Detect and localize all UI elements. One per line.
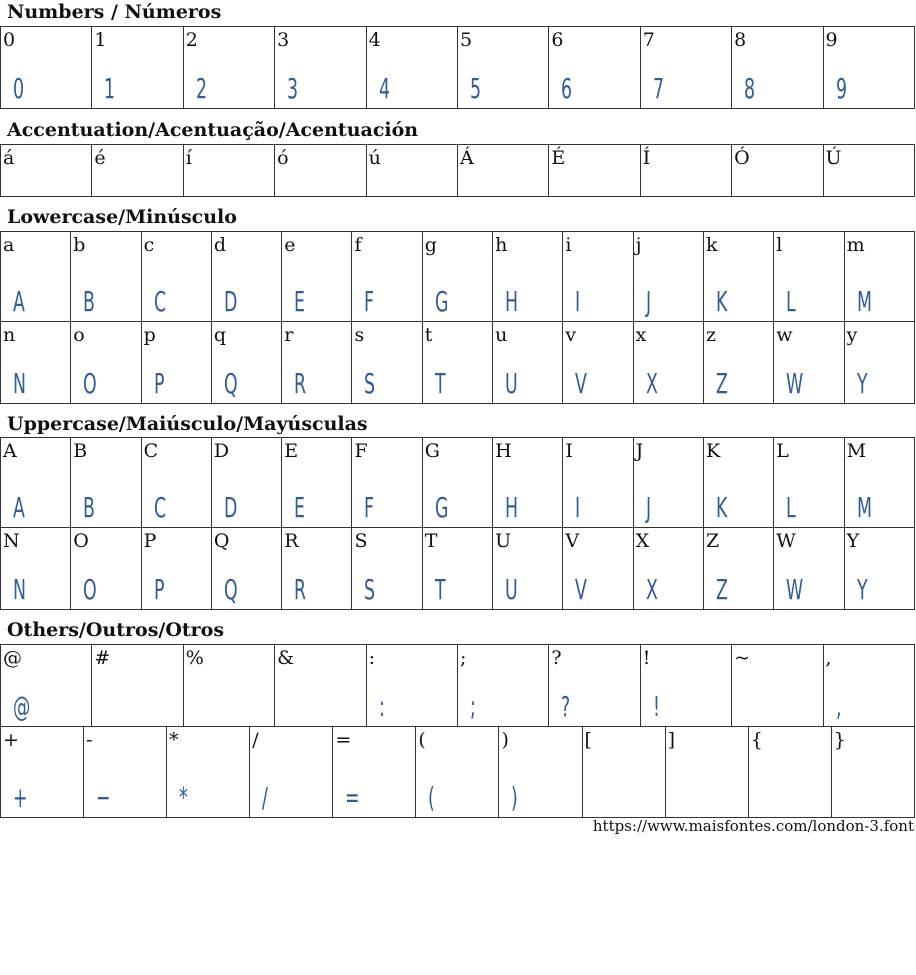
char-label: E	[284, 440, 299, 462]
char-cell-c	[141, 232, 211, 322]
char-label: X	[635, 530, 650, 552]
char-label: b	[73, 234, 86, 256]
glyph-sample: 8	[744, 72, 756, 105]
char-label: S	[354, 530, 368, 552]
char-cell-ampersand	[275, 645, 366, 727]
char-cell-hash	[92, 645, 183, 727]
glyph-sample: Y	[856, 367, 868, 400]
char-label: 0	[3, 29, 16, 51]
char-label: R	[284, 530, 299, 552]
char-cell-c389	[549, 145, 640, 197]
char-cell-m	[844, 232, 914, 322]
char-cell-n	[1, 322, 71, 404]
grid-row	[1, 322, 915, 404]
char-label: O	[73, 530, 89, 552]
glyph-sample: /	[262, 781, 269, 814]
glyph-sample: M	[856, 285, 872, 318]
glyph-sample: 6	[561, 72, 573, 105]
char-cell-slash	[250, 727, 333, 818]
char-cell-at	[1, 645, 92, 727]
glyph-sample: K	[715, 491, 728, 524]
char-cell-u	[493, 528, 563, 610]
char-label: Ó	[734, 147, 750, 169]
char-label: +	[3, 729, 19, 751]
char-cell-n	[1, 528, 71, 610]
char-label: á	[3, 147, 15, 169]
char-cell-v	[563, 528, 633, 610]
glyph-sample: W	[786, 573, 804, 606]
glyph-sample: 3	[287, 72, 299, 105]
glyph-sample: N	[13, 573, 26, 606]
char-label: D	[213, 440, 230, 462]
char-cell-minus	[84, 727, 167, 818]
char-cell-d	[211, 438, 281, 528]
char-label: #	[94, 647, 111, 669]
lowercase-grid	[0, 231, 915, 404]
grid-row	[1, 232, 915, 322]
glyph-sample: S	[364, 367, 376, 400]
char-cell-w	[774, 322, 844, 404]
char-label: (	[418, 729, 426, 751]
glyph-sample: :	[378, 690, 385, 723]
char-cell-exclamation	[640, 645, 731, 727]
char-label: K	[705, 440, 721, 462]
char-cell-f	[352, 438, 422, 528]
glyph-sample: Q	[223, 573, 238, 606]
char-label: [	[584, 729, 592, 751]
glyph-sample: @	[13, 690, 31, 723]
glyph-sample: A	[13, 491, 25, 524]
source-url[interactable]: https://www.maisfontes.com/london-3.font	[592, 817, 914, 835]
char-cell-x	[633, 322, 703, 404]
char-label: f	[354, 234, 362, 256]
char-label: o	[73, 324, 85, 346]
char-cell-s	[352, 322, 422, 404]
accents-title: Accentuation/Acentuação/Acentuación	[7, 119, 419, 141]
char-label: l	[776, 234, 783, 256]
char-cell-rbrace	[831, 727, 914, 818]
others-grid-1	[0, 644, 915, 727]
glyph-sample: 1	[104, 72, 116, 105]
glyph-sample: U	[505, 367, 518, 400]
char-cell-5	[457, 27, 548, 109]
char-label: ~	[734, 647, 751, 669]
accents-grid	[0, 144, 915, 197]
char-cell-r	[282, 322, 352, 404]
glyph-sample: 7	[652, 72, 664, 105]
glyph-sample: X	[645, 367, 658, 400]
char-cell-i	[563, 438, 633, 528]
char-label: v	[565, 324, 577, 346]
char-label: y	[846, 324, 858, 346]
char-cell-c3a9	[92, 145, 183, 197]
char-cell-9	[823, 27, 914, 109]
char-label: s	[354, 324, 365, 346]
char-cell-d	[211, 232, 281, 322]
char-cell-y	[844, 322, 914, 404]
char-cell-o	[71, 322, 141, 404]
glyph-sample: C	[153, 491, 166, 524]
char-label: m	[846, 234, 865, 256]
glyph-sample: *	[179, 781, 188, 814]
char-cell-a	[1, 232, 71, 322]
char-label: T	[424, 530, 438, 552]
grid-row	[1, 145, 915, 197]
glyph-sample: =	[345, 781, 360, 814]
glyph-sample: −	[96, 781, 111, 814]
char-label: 6	[551, 29, 564, 51]
glyph-sample: ?	[561, 690, 571, 723]
glyph-sample: W	[786, 367, 804, 400]
char-cell-t	[422, 322, 492, 404]
char-cell-c3ba	[366, 145, 457, 197]
char-label: u	[495, 324, 508, 346]
glyph-sample: C	[153, 285, 166, 318]
char-cell-k	[703, 438, 773, 528]
char-label: a	[3, 234, 15, 256]
char-label: 1	[94, 29, 107, 51]
char-cell-7	[640, 27, 731, 109]
char-cell-c393	[732, 145, 823, 197]
glyph-sample: B	[83, 491, 96, 524]
uppercase-grid	[0, 437, 915, 610]
char-label: )	[501, 729, 509, 751]
char-cell-lparen	[416, 727, 499, 818]
char-label: =	[335, 729, 352, 751]
char-label: G	[424, 440, 440, 462]
char-cell-lbrace	[748, 727, 831, 818]
glyph-sample: A	[13, 285, 25, 318]
grid-row	[1, 528, 915, 610]
char-label: k	[705, 234, 718, 256]
char-label: ú	[368, 147, 381, 169]
glyph-sample: Y	[856, 573, 868, 606]
glyph-sample: Q	[223, 367, 238, 400]
glyph-sample: E	[294, 285, 306, 318]
char-label: V	[565, 530, 580, 552]
char-cell-j	[633, 438, 703, 528]
char-cell-colon	[366, 645, 457, 727]
char-label: /	[252, 729, 259, 751]
char-label: 3	[277, 29, 290, 51]
char-cell-h	[493, 438, 563, 528]
char-label: 4	[368, 29, 381, 51]
glyph-sample: G	[434, 285, 449, 318]
char-label: 5	[459, 29, 473, 51]
char-cell-rparen	[499, 727, 582, 818]
char-cell-8	[732, 27, 823, 109]
glyph-sample: G	[434, 491, 449, 524]
char-cell-l	[774, 438, 844, 528]
char-label: É	[551, 147, 566, 169]
char-cell-tilde	[732, 645, 823, 727]
glyph-sample: F	[364, 491, 375, 524]
char-cell-y	[844, 528, 914, 610]
char-cell-plus	[1, 727, 84, 818]
char-label: P	[143, 530, 157, 552]
char-label: é	[94, 147, 106, 169]
char-label: H	[495, 440, 512, 462]
char-cell-p	[141, 528, 211, 610]
char-label: Ú	[825, 147, 842, 169]
char-cell-a	[1, 438, 71, 528]
char-label: &	[277, 647, 295, 669]
char-label: ;	[459, 647, 467, 669]
char-label: Í	[642, 147, 651, 169]
glyph-sample: J	[645, 285, 651, 318]
char-label: 8	[734, 29, 747, 51]
char-label: z	[705, 324, 716, 346]
char-cell-equals	[333, 727, 416, 818]
char-label: q	[213, 324, 227, 346]
char-cell-z	[703, 322, 773, 404]
char-cell-h	[493, 232, 563, 322]
char-label: 9	[825, 29, 838, 51]
char-cell-j	[633, 232, 703, 322]
char-cell-1	[92, 27, 183, 109]
glyph-sample: O	[83, 367, 97, 400]
char-label: x	[635, 324, 647, 346]
glyph-sample: M	[856, 491, 872, 524]
char-label: ]	[667, 729, 676, 751]
char-label: Y	[846, 530, 860, 552]
char-cell-x	[633, 528, 703, 610]
char-label: C	[143, 440, 159, 462]
char-label: ,	[825, 647, 832, 669]
char-label: L	[776, 440, 789, 462]
char-cell-s	[352, 528, 422, 610]
glyph-sample: U	[505, 573, 518, 606]
char-label: c	[143, 234, 155, 256]
glyph-sample: V	[575, 573, 588, 606]
char-cell-0	[1, 27, 92, 109]
char-cell-comma	[823, 645, 914, 727]
char-cell-semicolon	[457, 645, 548, 727]
glyph-sample: L	[786, 491, 796, 524]
char-label: í	[185, 147, 192, 169]
glyph-sample: E	[294, 491, 306, 524]
char-label: e	[284, 234, 296, 256]
glyph-sample: X	[645, 573, 658, 606]
char-cell-o	[71, 528, 141, 610]
char-cell-4	[366, 27, 457, 109]
char-label: 2	[185, 29, 198, 51]
char-label: *	[169, 729, 179, 751]
glyph-sample: (	[428, 781, 436, 814]
char-cell-c3b3	[275, 145, 366, 197]
char-cell-k	[703, 232, 773, 322]
glyph-sample: 0	[13, 72, 25, 105]
glyph-sample: D	[223, 491, 238, 524]
char-cell-c381	[457, 145, 548, 197]
char-label: d	[213, 234, 227, 256]
char-cell-c38d	[640, 145, 731, 197]
char-label: J	[635, 440, 644, 462]
char-label: U	[495, 530, 512, 552]
glyph-sample: L	[786, 285, 796, 318]
char-cell-q	[211, 528, 281, 610]
char-label: r	[284, 324, 294, 346]
others-title: Others/Outros/Otros	[7, 619, 225, 641]
glyph-sample: T	[434, 573, 446, 606]
char-cell-m	[844, 438, 914, 528]
char-label: W	[776, 530, 796, 552]
char-cell-p	[141, 322, 211, 404]
char-label: }	[833, 729, 846, 751]
others-grid-2	[0, 726, 915, 818]
char-cell-c3a1	[1, 145, 92, 197]
char-cell-g	[422, 232, 492, 322]
grid-row	[1, 438, 915, 528]
glyph-sample: !	[652, 690, 660, 723]
char-cell-i	[563, 232, 633, 322]
glyph-sample: Z	[715, 367, 728, 400]
char-cell-t	[422, 528, 492, 610]
char-label: p	[143, 324, 156, 346]
glyph-sample: 9	[835, 72, 847, 105]
char-label: n	[3, 324, 16, 346]
char-cell-c	[141, 438, 211, 528]
glyph-sample: R	[294, 367, 307, 400]
glyph-sample: N	[13, 367, 26, 400]
char-label: j	[635, 234, 642, 256]
char-label: A	[3, 440, 17, 462]
char-label: -	[86, 729, 93, 751]
char-label: g	[424, 234, 437, 256]
char-cell-2	[183, 27, 274, 109]
glyph-sample: K	[715, 285, 728, 318]
char-label: %	[185, 647, 204, 669]
glyph-sample: P	[153, 573, 165, 606]
char-cell-l	[774, 232, 844, 322]
glyph-sample: 5	[469, 72, 482, 105]
glyph-sample: 4	[378, 72, 390, 105]
char-cell-e	[282, 232, 352, 322]
glyph-sample: ;	[469, 690, 476, 723]
lowercase-title: Lowercase/Minúsculo	[7, 206, 237, 228]
glyph-sample: P	[153, 367, 165, 400]
char-cell-question	[549, 645, 640, 727]
char-label: w	[776, 324, 793, 346]
char-cell-rbracket	[665, 727, 748, 818]
grid-row	[1, 645, 915, 727]
char-cell-6	[549, 27, 640, 109]
glyph-sample: F	[364, 285, 375, 318]
glyph-sample: T	[434, 367, 446, 400]
grid-row	[1, 27, 915, 109]
char-label: t	[424, 324, 433, 346]
char-cell-3	[275, 27, 366, 109]
char-cell-g	[422, 438, 492, 528]
char-label: M	[846, 440, 867, 462]
glyph-sample: I	[575, 491, 581, 524]
char-label: !	[642, 647, 651, 669]
char-label: @	[3, 647, 22, 669]
glyph-sample: S	[364, 573, 376, 606]
char-label: Á	[459, 147, 474, 169]
glyph-sample: B	[83, 285, 96, 318]
char-cell-e	[282, 438, 352, 528]
char-label: I	[565, 440, 573, 462]
numbers-grid	[0, 26, 915, 109]
char-label: 7	[642, 29, 655, 51]
char-cell-c3ad	[183, 145, 274, 197]
char-label: h	[495, 234, 508, 256]
char-label: i	[565, 234, 572, 256]
glyph-sample: H	[505, 285, 519, 318]
uppercase-title: Uppercase/Maiúsculo/Mayúsculas	[7, 413, 368, 435]
glyph-sample: O	[83, 573, 97, 606]
glyph-sample: V	[575, 367, 588, 400]
glyph-sample: J	[645, 491, 651, 524]
char-cell-lbracket	[582, 727, 665, 818]
glyph-sample: D	[223, 285, 238, 318]
char-cell-w	[774, 528, 844, 610]
char-label: {	[750, 729, 763, 751]
char-cell-c39a	[823, 145, 914, 197]
char-cell-b	[71, 438, 141, 528]
grid-row	[1, 727, 915, 818]
char-label: Z	[705, 530, 720, 552]
char-cell-r	[282, 528, 352, 610]
glyph-sample: I	[575, 285, 581, 318]
char-cell-v	[563, 322, 633, 404]
glyph-sample: Z	[715, 573, 728, 606]
char-label: F	[354, 440, 368, 462]
char-label: N	[3, 530, 20, 552]
char-cell-percent	[183, 645, 274, 727]
glyph-sample: )	[511, 781, 519, 814]
char-label: Q	[213, 530, 230, 552]
char-label: ?	[551, 647, 562, 669]
glyph-sample: 2	[195, 72, 207, 105]
char-label: B	[73, 440, 88, 462]
glyph-sample: R	[294, 573, 307, 606]
char-cell-asterisk	[167, 727, 250, 818]
glyph-sample: H	[505, 491, 519, 524]
char-label: :	[368, 647, 375, 669]
char-cell-z	[703, 528, 773, 610]
char-cell-f	[352, 232, 422, 322]
char-cell-b	[71, 232, 141, 322]
glyph-sample: +	[13, 781, 28, 814]
char-label: ó	[277, 147, 289, 169]
char-cell-u	[493, 322, 563, 404]
glyph-sample: ,	[835, 690, 842, 723]
char-cell-q	[211, 322, 281, 404]
numbers-title: Numbers / Números	[7, 1, 222, 23]
